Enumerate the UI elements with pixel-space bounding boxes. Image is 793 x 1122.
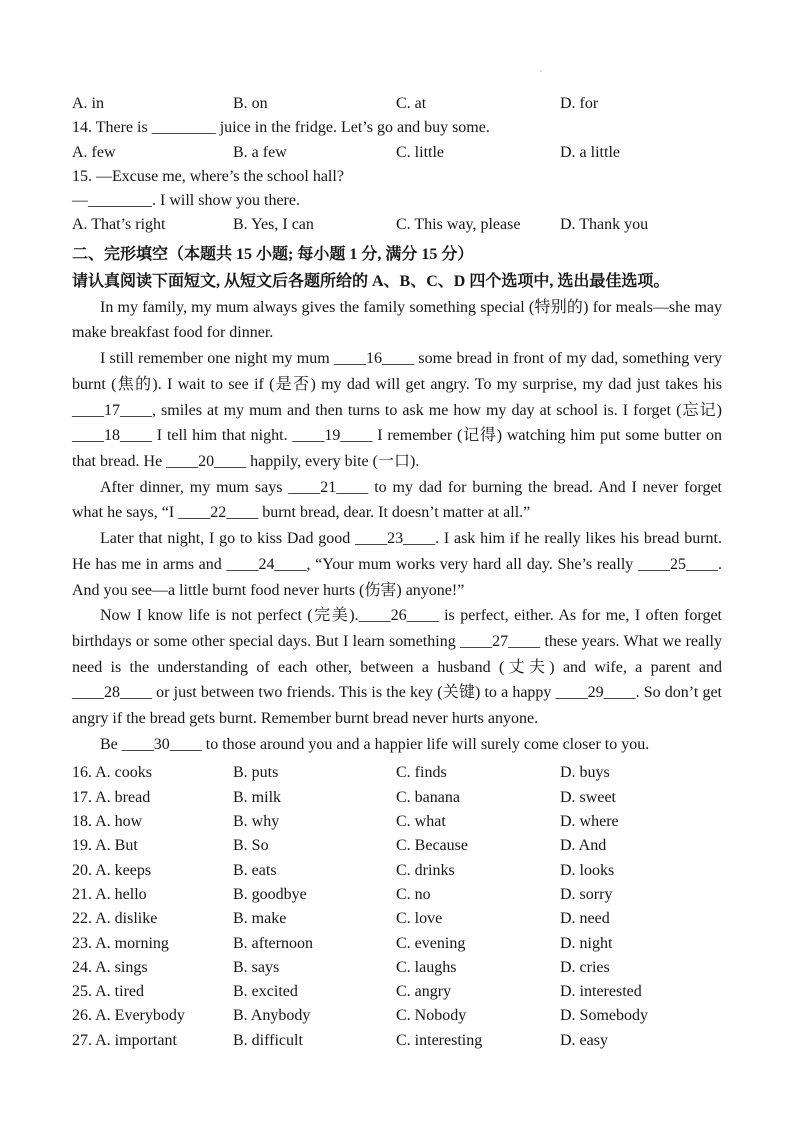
- option-d: D. Somebody: [560, 1007, 648, 1025]
- passage-paragraph: After dinner, my mum says ____21____ to my dad for burning the bread. And I never forget what he says, “I ____22____ burnt bread, dear. It doesn’t matter at all.”: [72, 478, 722, 522]
- q20-options-row: [72, 859, 722, 883]
- option-b: B. a few: [233, 143, 287, 161]
- q16-options-row: [72, 761, 722, 785]
- q15-stem: 15. —Excuse me, where’s the school hall?: [72, 167, 344, 185]
- option-c: C. at: [396, 95, 427, 112]
- option-b: B. Anybody: [233, 1007, 311, 1025]
- option-d: D. And: [560, 837, 607, 855]
- passage-paragraph: Be ____30____ to those around you and a happier life will surely come closer to you.: [100, 735, 650, 753]
- option-a: 25. A. tired: [72, 983, 144, 1001]
- q13-options-row: [72, 92, 722, 116]
- option-a: 27. A. important: [72, 1031, 177, 1049]
- page-content: [72, 92, 722, 1053]
- option-d: D. Thank you: [560, 216, 649, 234]
- option-d: D. cries: [560, 958, 610, 976]
- q27-options-row: [72, 1029, 722, 1053]
- q14-stem: 14. There is ________ juice in the fridge. Let’s go and buy some.: [72, 119, 490, 137]
- cloze-section-heading: 二、完形填空（本题共 15 小题; 每小题 1 分, 满分 15 分）: [72, 245, 474, 263]
- option-d: D. a little: [560, 143, 620, 161]
- option-d: D. interested: [560, 983, 642, 1001]
- option-c: C. Nobody: [396, 1007, 467, 1025]
- option-c: C. laughs: [396, 958, 457, 976]
- option-c: C. This way, please: [396, 216, 521, 234]
- option-a: 17. A. bread: [72, 788, 151, 806]
- option-b: B. So: [233, 837, 269, 855]
- q23-options-row: [72, 932, 722, 956]
- cloze-options-list: [72, 761, 722, 1053]
- option-a: 22. A. dislike: [72, 910, 158, 928]
- option-d: D. easy: [560, 1031, 608, 1049]
- option-c: C. interesting: [396, 1031, 483, 1049]
- option-c: C. drinks: [396, 861, 455, 879]
- option-a: 18. A. how: [72, 813, 143, 831]
- option-c: C. banana: [396, 788, 460, 806]
- option-d: D. need: [560, 910, 610, 928]
- option-a: 19. A. But: [72, 837, 138, 855]
- passage-paragraph: Now I know life is not perfect (完美).____26____ is perfect, either. As for me, I often forget birthdays or some other special days. But I learn something ____27____ these years. What we really need is the understanding of each other, between a husband (丈夫) and wife, a parent and ____28____ or just between two friends. This is the key (关键) to a happy ____29____. So don’t get angry if the bread gets burnt. Remember burnt bread never hurts anyone.: [72, 607, 722, 728]
- option-d: D. where: [560, 813, 619, 831]
- option-b: B. difficult: [233, 1031, 303, 1049]
- q15-options-row: [72, 213, 722, 237]
- q19-options-row: [72, 834, 722, 858]
- option-d: D. night: [560, 934, 613, 952]
- option-b: B. afternoon: [233, 934, 313, 952]
- q17-options-row: [72, 786, 722, 810]
- option-c: C. finds: [396, 764, 447, 782]
- option-b: B. Yes, I can: [233, 216, 314, 234]
- q25-options-row: [72, 980, 722, 1004]
- option-a: 20. A. keeps: [72, 861, 152, 879]
- option-a: 23. A. morning: [72, 934, 169, 952]
- option-c: C. what: [396, 813, 446, 831]
- option-d: D. sorry: [560, 885, 613, 903]
- option-a: A. in: [72, 95, 104, 112]
- option-d: D. sweet: [560, 788, 616, 806]
- option-d: D. for: [560, 95, 599, 112]
- option-a: 26. A. Everybody: [72, 1007, 185, 1025]
- option-a: 21. A. hello: [72, 885, 147, 903]
- option-d: D. buys: [560, 764, 610, 782]
- cloze-instruction: 请认真阅读下面短文, 从短文后各题所给的 A、B、C、D 四个选项中, 选出最佳选项。: [72, 272, 670, 290]
- q14-options-row: [72, 141, 722, 165]
- option-b: B. eats: [233, 861, 277, 879]
- option-b: B. puts: [233, 764, 279, 782]
- option-b: B. says: [233, 958, 280, 976]
- option-a: A. That’s right: [72, 216, 166, 234]
- option-a: 16. A. cooks: [72, 764, 152, 782]
- passage-paragraph: Later that night, I go to kiss Dad good ____23____. I ask him if he really likes his bread burnt. He has me in arms and ____24____, “Your mum works very hard all day. She’s really ____25____. And you see—a little burnt food never hurts (伤害) anyone!”: [72, 530, 722, 599]
- option-b: B. goodbye: [233, 885, 307, 903]
- option-c: C. love: [396, 910, 443, 928]
- q18-options-row: [72, 810, 722, 834]
- q15-reply: —________. I will show you there.: [72, 192, 300, 210]
- option-a: A. few: [72, 143, 116, 161]
- option-a: 24. A. sings: [72, 958, 148, 976]
- option-b: B. excited: [233, 983, 298, 1001]
- option-b: B. make: [233, 910, 287, 928]
- passage-paragraph: In my family, my mum always gives the family something special (特别的) for meals—she may make breakfast food for dinner.: [72, 298, 722, 342]
- option-b: B. on: [233, 95, 268, 112]
- q26-options-row: [72, 1004, 722, 1028]
- option-c: C. Because: [396, 837, 468, 855]
- option-b: B. why: [233, 813, 280, 831]
- passage-paragraph: I still remember one night my mum ____16____ some bread in front of my dad, something very burnt (焦的). I wait to see if (是否) my dad will get angry. To my surprise, my dad just takes his ____17____, smiles at my mum and then turns to ask me how my day at school is. I forget (忘记) ____18____ I tell him that night. ____19____ I remember (记得) watching him put some butter on that bread. He ____20____ happily, every bite (一口).: [72, 350, 722, 470]
- option-c: C. angry: [396, 983, 452, 1001]
- stray-scan-mark: `: [539, 69, 543, 81]
- option-c: C. no: [396, 885, 431, 903]
- option-d: D. looks: [560, 861, 615, 879]
- q24-options-row: [72, 956, 722, 980]
- q21-options-row: [72, 883, 722, 907]
- option-c: C. evening: [396, 934, 466, 952]
- option-b: B. milk: [233, 788, 282, 806]
- q22-options-row: [72, 907, 722, 931]
- option-c: C. little: [396, 143, 444, 161]
